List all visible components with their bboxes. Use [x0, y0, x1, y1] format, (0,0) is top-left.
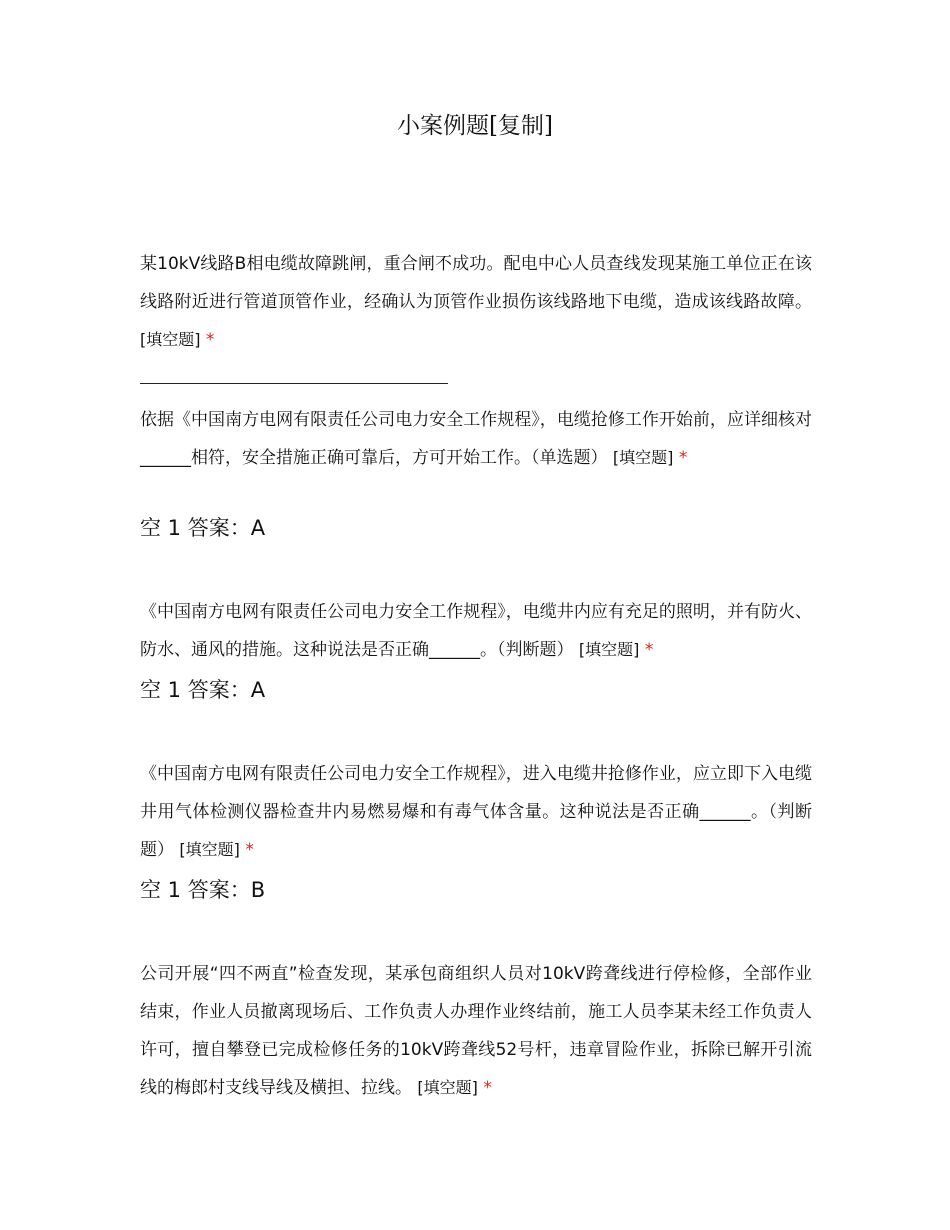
question-3-required-mark: *: [644, 640, 654, 660]
question-1-type-tag: [填空题]: [140, 330, 201, 349]
question-4-type-tag: [填空题]: [179, 840, 240, 859]
question-2-required-mark: *: [678, 448, 688, 468]
question-3-type-tag: [填空题]: [578, 640, 640, 659]
question-5: [140, 955, 812, 1107]
question-5-text: 公司开展“四不两直”检查发现，某承包商组织人员对10kV跨聋线进行停检修，全部作业结束，作业人员撤离现场后、工作负责人办理作业终结前，施工人员李某未经工作负责人许可，擅自攀登已完成检修任务的10kV跨聋线52号杆，违章冒险作业，拆除已解开引流线的梅郎村支线导线及横担、拉线。: [140, 964, 812, 1098]
question-2-type-tag: [填空题]: [612, 448, 674, 467]
question-1: [140, 245, 812, 359]
question-2: [140, 401, 812, 477]
question-3-answer: 空 1 答案：A: [140, 678, 266, 702]
question-4: [140, 755, 812, 869]
question-2-answer: 空 1 答案：A: [140, 516, 266, 540]
question-1-text: 某10kV线路B相电缆故障跳闸，重合闸不成功。配电中心人员查线发现某施工单位正在该线路附近进行管道顶管作业，经确认为顶管作业损伤该线路地下电缆，造成该线路故障。: [140, 254, 812, 312]
question-5-required-mark: *: [483, 1078, 492, 1098]
question-1-required-mark: *: [205, 330, 215, 350]
question-4-required-mark: *: [245, 840, 254, 860]
question-4-text: 《中国南方电网有限责任公司电力安全工作规程》，进入电缆井抢修作业，应立即下入电缆井用气体检测仪器检查井内易燃易爆和有毒气体含量。这种说法是否正确______。（判断题）: [140, 764, 812, 860]
section-divider: [140, 383, 448, 384]
question-4-answer: 空 1 答案：B: [140, 878, 266, 902]
question-3-text: 《中国南方电网有限责任公司电力安全工作规程》，电缆井内应有充足的照明，并有防火、防水、通风的措施。这种说法是否正确______。（判断题）: [140, 602, 812, 660]
question-2-text: 依据《中国南方电网有限责任公司电力安全工作规程》，电缆抢修工作开始前，应详细核对______相符，安全措施正确可靠后，方可开始工作。（单选题）: [140, 410, 812, 468]
question-5-type-tag: [填空题]: [417, 1078, 478, 1097]
question-3: [140, 593, 812, 669]
document-title: 小案例题[复制]: [397, 113, 553, 139]
